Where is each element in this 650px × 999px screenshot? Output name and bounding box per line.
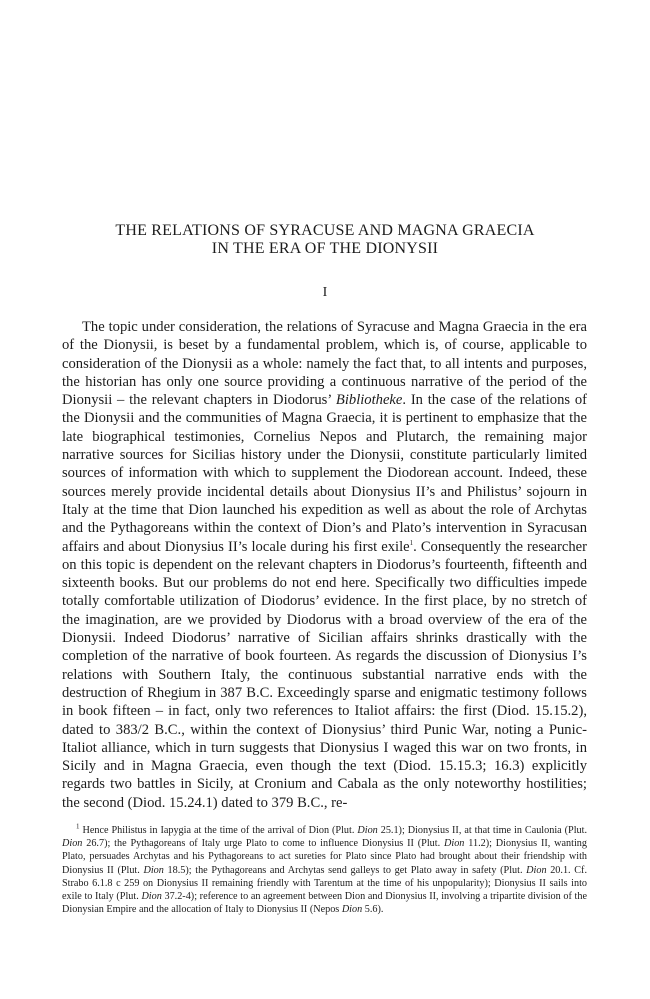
paragraph-text-2: . In the case of the relations of the Dionysii and the communities of Magna Graecia, it is pertinent to emphasize that the late biographical testimonies, Cornelius Nepos and Plutarch, the remaining major narrative sources for Sicilias history under the Dionysii, constitute particularly limited sources of information with which to supplement the Diodorean account. Indeed, these sources merely provide incidental details about Dionysius II’s and Philistus’ sojourn in Italy at the time that Dion launched his expedition as well as about the role of Archytas and the Pythagoreans within the context of Dion’s and Plato’s intervention in Syracusan affairs and about Dionysius II’s locale during his first exile	[62, 392, 587, 555]
footnote-text: 26.7); the Pythagoreans of Italy urge Plato to come to influence Dionysius II (Plut.	[82, 838, 445, 850]
footnote-reference[interactable]: 1	[409, 538, 414, 547]
footnote-text: 5.6).	[362, 904, 384, 916]
chapter-title-line-1: THE RELATIONS OF SYRACUSE AND MAGNA GRAECIA	[115, 222, 535, 239]
footnote-work-title: Dion	[143, 864, 164, 876]
footnote-work-title: Dion	[526, 864, 547, 876]
footnote-work-title: Dion	[62, 838, 83, 850]
footnote-text: 37.2-4); reference to an agreement between Dion and Dionysius II, involving a tripartite division of the Dionysian Empire and the allocation of Italy to Dionysius II (Nepos	[62, 891, 587, 916]
footnote-text: 11.2); Dionysius II, wanting Plato, persuades Archytas and his Pythagoreans to act sureties for Plato since Plato had brought about their friendship with Dionysius II (Plut.	[62, 838, 587, 876]
footnote-text: 20.1. Cf. Strabo 6.1.8 c 259 on Dionysius II remaining friendly with Tarentum at the time of his unpopularity); Dionysius II sails into exile to Italy (Plut.	[62, 864, 587, 903]
footnote-work-title: Dion	[357, 825, 378, 836]
main-text	[62, 318, 587, 812]
footnote-work-title: Dion	[444, 838, 465, 850]
footnote-number: 1	[76, 822, 80, 831]
section-numeral: I	[322, 285, 328, 300]
paragraph-text-3: . Consequently the researcher on this topic is dependent on the relevant chapters in Diodorus’s fourteenth, fifteenth and sixteenth books. But our problems do not end here. Specifically two difficulties impede totally comfortable utilization of Diodorus’ evidence. In the first place, by no stretch of the imagination, are we provided by Diodorus with a broad overview of the era of the Dionysii. Indeed Diodorus’ narrative of Sicilian affairs shrinks drastically with the completion of the narrative of book fourteen. As regards the discussion of Dionysius I’s relations with Southern Italy, the continuous substantial narrative ends with the destruction of Rhegium in 387 B.C. Exceedingly sparse and enigmatic testimony follows in book fifteen – in fact, only two references to Italiot affairs: the first (Diod. 15.15.2), dated to 383/2 B.C., within the context of Dionysius’ third Punic War, noting a Punic-Italiot alliance, which in turn suggests that Dionysius I waged this war on two fronts, in Sicily and in Magna Graecia, even though the text (Diod. 15.15.3; 16.3) explicitly regards two battles in Sicily, at Cronium and Cabala as the only noteworthy hostilities; the second (Diod. 15.24.1) dated to 379 B.C., re-	[62, 538, 587, 811]
body-paragraph	[62, 318, 587, 812]
footnote-text: Hence Philistus in Iapygia at the time of the arrival of Dion (Plut.	[82, 825, 358, 836]
paragraph-text-1: The topic under consideration, the relations of Syracuse and Magna Graecia in the era of the Dionysii, is beset by a fundamental problem, which is, of course, applicable to consideration of the Dionysii as a whole: namely the fact that, to all intents and purposes, the historian has only one source providing a continuous narrative of the period of the Dionysii – the relevant chapters in Diodorus’	[62, 319, 587, 409]
footnote-work-title: Dion	[341, 904, 363, 916]
chapter-title	[0, 222, 650, 258]
chapter-title-line-2: IN THE ERA OF THE DIONYSII	[211, 240, 439, 257]
work-title-bibliotheke: Bibliotheke	[335, 392, 403, 409]
footnote-work-title: Dion	[141, 891, 162, 903]
footnote-paragraph	[62, 824, 587, 916]
footnote	[62, 824, 587, 916]
footnote-text: 18.5); the Pythagoreans and Archytas send galleys to get Plato away in safety (Plut.	[163, 864, 527, 876]
footnote-text: 25.1); Dionysius II, at that time in Caulonia (Plut.	[377, 825, 588, 836]
